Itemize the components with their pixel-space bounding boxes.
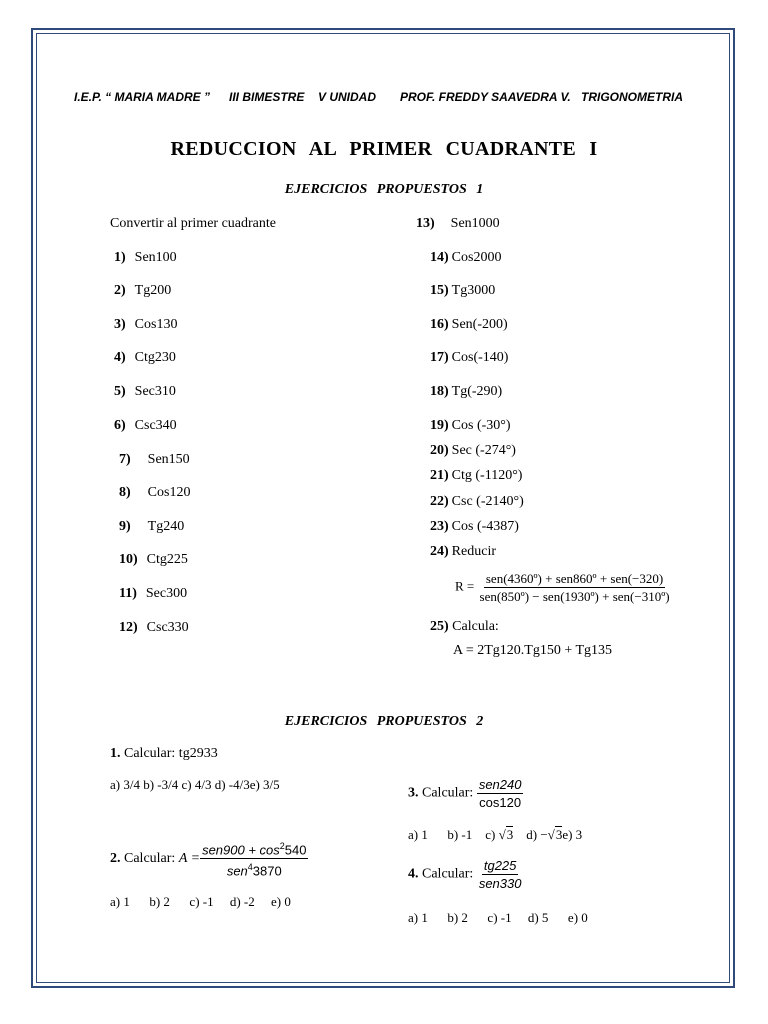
section1-heading: EJERCICIOS PROPUESTOS 1: [284, 182, 484, 197]
header-term: III BIMESTRE: [229, 90, 305, 104]
exercise-expression: Csc330: [146, 620, 189, 635]
exercise-item: [430, 418, 511, 434]
question-2-number: 2.: [110, 851, 121, 867]
question-1-text: Calcular: tg2933: [124, 746, 218, 761]
exercise-number: 16): [430, 317, 449, 332]
question-4-number: 4.: [408, 866, 419, 882]
exercise-expression: Cos130: [134, 317, 178, 332]
question-2-options: a) 1 b) 2 c) -1 d) -2 e) 0: [110, 894, 291, 909]
question-3-opt-mid: d) −: [513, 827, 548, 842]
exercise-number: 8): [119, 485, 131, 500]
exercise-item: [119, 586, 187, 602]
exercise-25-text: Calcula:: [452, 619, 499, 634]
exercise-expression: Cos(-140): [451, 350, 509, 365]
header-unit: V UNIDAD: [318, 90, 377, 104]
exercise-expression: Reducir: [451, 544, 496, 559]
question-2-num-tail: 540: [284, 842, 307, 858]
exercise-item: [430, 350, 508, 366]
exercise-number: 20): [430, 443, 449, 458]
question-3-numerator: sen240: [478, 777, 522, 792]
formula-24-fraction: [478, 570, 672, 605]
exercise-number: 24): [430, 544, 449, 559]
question-2-den-tail: 3870: [252, 863, 282, 879]
exercise-25-number: 25): [430, 619, 449, 634]
question-4-denominator: sen330: [478, 876, 522, 891]
exercise-expression: Tg240: [147, 519, 185, 534]
exercise-expression: Cos (-4387): [451, 519, 519, 534]
exercise-item: [114, 350, 176, 366]
exercise-number: 3): [114, 317, 126, 332]
exercise-item: [119, 620, 189, 636]
exercise-expression: Csc340: [134, 418, 177, 433]
exercise-item: [114, 317, 177, 333]
exercise-25-formula: A = 2Tg120.Tg150 + Tg135: [453, 643, 613, 658]
exercise-item: [114, 250, 177, 266]
header-teacher: PROF. FREDDY SAAVEDRA V.: [400, 90, 571, 104]
exercise-item: [114, 418, 177, 434]
exercise-expression: Csc (-2140°): [451, 494, 524, 509]
question-2-lhs: A =: [178, 851, 201, 867]
exercise-number: 19): [430, 418, 449, 433]
exercise-expression: Sen100: [134, 250, 177, 265]
exercise-number: 10): [119, 552, 138, 567]
question-4-text: Calcular:: [422, 866, 474, 882]
question-3-opt-end: e) 3: [562, 827, 583, 842]
exercise-item: [119, 452, 190, 468]
question-4-options: a) 1 b) 2 c) -1 d) 5 e) 0: [408, 910, 588, 925]
exercise-25: [430, 619, 499, 635]
question-4-fraction: [477, 857, 524, 892]
exercise-item: [430, 544, 496, 560]
exercise-item: [119, 552, 188, 568]
exercise-number: 13): [416, 216, 435, 231]
exercise-item: [430, 468, 522, 484]
question-2-denominator: [225, 859, 284, 879]
exercise-number: 21): [430, 468, 449, 483]
exercise-number: 2): [114, 283, 126, 298]
exercise-number: 7): [119, 452, 131, 467]
exercise-number: 23): [430, 519, 449, 534]
exercise-item: [114, 283, 171, 299]
exercise-expression: Sen150: [147, 452, 190, 467]
exercise-item: [119, 485, 190, 501]
exercise-expression: Sec310: [134, 384, 176, 399]
exercise-expression: Cos120: [147, 485, 191, 500]
exercise-expression: Tg(-290): [451, 384, 503, 399]
exercise-expression: Ctg230: [134, 350, 176, 365]
exercise-expression: Ctg (-1120°): [451, 468, 523, 483]
formula-24: [455, 570, 672, 605]
exercise-number: 11): [119, 586, 137, 601]
formula-24-lhs: R =: [455, 578, 475, 594]
exercise-number: 22): [430, 494, 449, 509]
exercise-expression: Sen1000: [450, 216, 500, 231]
formula-24-denominator: sen(850º) − sen(1930º) + sen(−310º): [479, 589, 670, 604]
exercise-expression: Cos (-30°): [451, 418, 511, 433]
exercise-item: [430, 317, 508, 333]
question-3-options: a) 1 b) -1 c) √3 d) −√3e) 3: [408, 827, 583, 842]
question-3-root-2: 3: [555, 827, 563, 842]
question-2-text: Calcular:: [124, 851, 176, 867]
question-1-number: 1.: [110, 746, 121, 761]
question-4-numerator: tg225: [483, 858, 517, 873]
exercise-number: 4): [114, 350, 126, 365]
exercise-item: [430, 443, 516, 459]
question-1-options: a) 3/4 b) -3/4 c) 4/3 d) -4/3e) 3/5: [110, 777, 280, 792]
question-2: [110, 838, 308, 880]
exercise-item: [430, 519, 519, 535]
formula-24-numerator: sen(4360º) + sen860º + sen(−320): [485, 571, 664, 586]
question-3-fraction: [477, 776, 524, 811]
exercise-expression: Sen(-200): [451, 317, 508, 332]
question-2-num-exp: 2: [279, 841, 285, 851]
header-school: I.E.P. “ MARIA MADRE ”: [74, 90, 211, 104]
exercise-number: 15): [430, 283, 449, 298]
exercise-item: [430, 494, 524, 510]
exercise-number: 18): [430, 384, 449, 399]
exercise-expression: Ctg225: [146, 552, 188, 567]
exercise-item: [114, 384, 176, 400]
exercise-expression: Tg200: [134, 283, 172, 298]
question-3-denominator: cos120: [479, 795, 522, 810]
question-2-den-exp: 4: [247, 862, 253, 873]
section1-instruction: Convertir al primer cuadrante: [110, 216, 276, 231]
exercise-expression: Sec (-274°): [451, 443, 516, 458]
question-3-number: 3.: [408, 785, 419, 801]
exercise-number: 14): [430, 250, 449, 265]
exercise-number: 5): [114, 384, 126, 399]
question-3-text: Calcular:: [422, 785, 474, 801]
exercise-expression: Cos2000: [451, 250, 502, 265]
exercise-expression: Tg3000: [451, 283, 496, 298]
question-2-numerator: [200, 838, 308, 859]
section2-heading: EJERCICIOS PROPUESTOS 2: [284, 714, 484, 729]
question-3: [408, 776, 523, 811]
exercise-item: [430, 283, 495, 299]
exercise-expression: Sec300: [145, 586, 188, 601]
exercise-item: [430, 384, 502, 400]
exercise-number: 6): [114, 418, 126, 433]
page-title: REDUCCION AL PRIMER CUADRANTE I: [170, 138, 598, 160]
question-2-fraction: [200, 838, 308, 880]
exercise-item: [430, 250, 501, 266]
exercise-item: [119, 519, 184, 535]
exercise-number: 1): [114, 250, 126, 265]
header-subject: TRIGONOMETRIA: [581, 90, 683, 104]
question-3-opt-a: a) 1 b) -1 c): [408, 827, 499, 842]
question-2-den-head: sen: [226, 863, 248, 879]
exercise-item: [416, 216, 500, 232]
exercise-number: 12): [119, 620, 138, 635]
exercise-number: 17): [430, 350, 449, 365]
question-4: [408, 857, 523, 892]
exercise-number: 9): [119, 519, 131, 534]
question-1: [110, 746, 218, 762]
question-3-root-1: 3: [506, 827, 514, 842]
question-2-num-text: sen900 + cos: [202, 842, 280, 858]
